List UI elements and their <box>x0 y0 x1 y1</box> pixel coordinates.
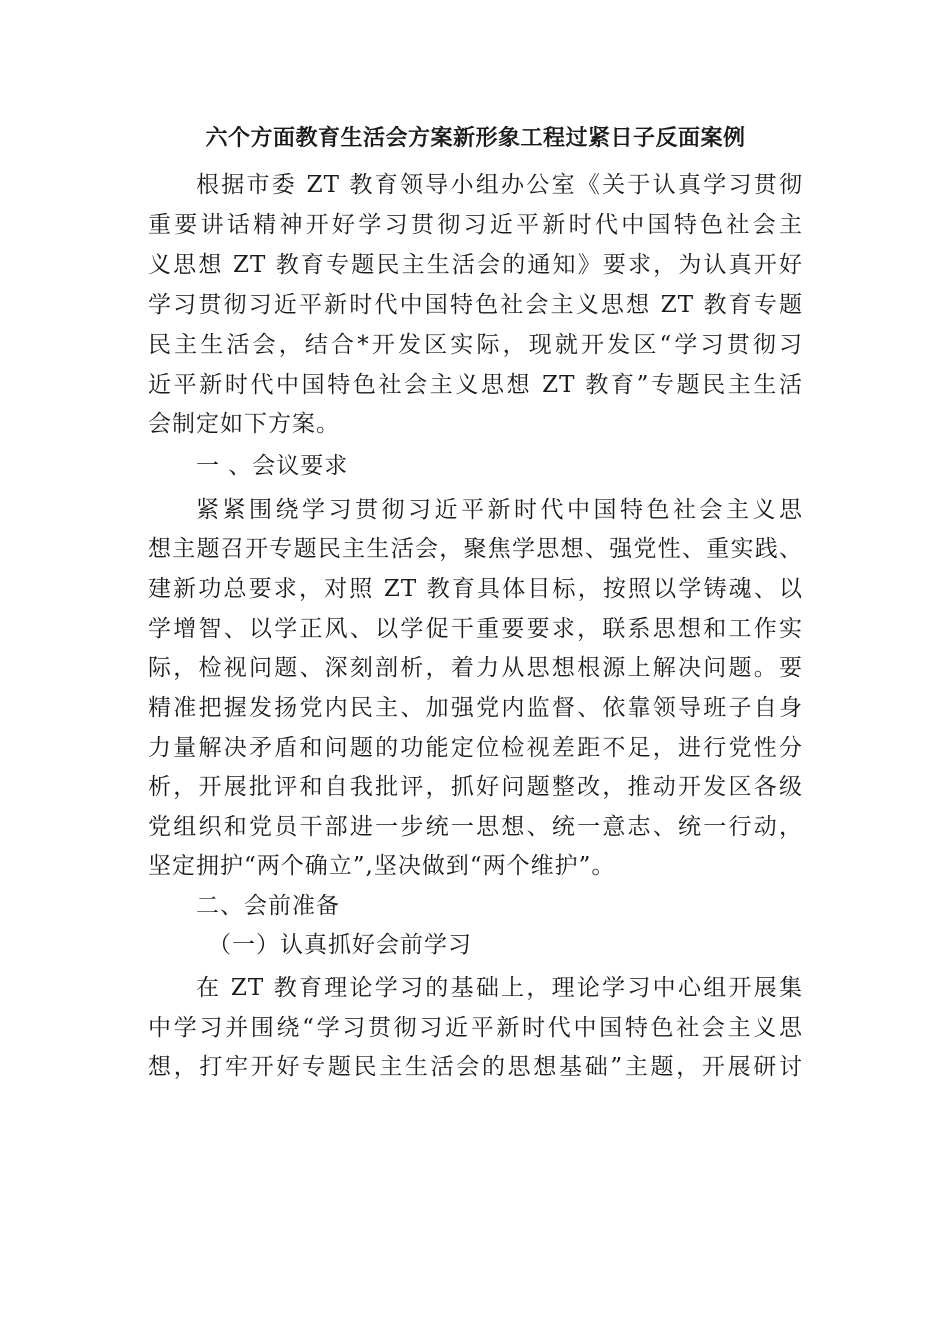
section-heading-pre-meeting-preparation: 二、会前准备 <box>196 893 340 919</box>
intro-line-6: 近平新时代中国特色社会主义思想 ZT 教育”专题民主生活 <box>148 372 803 398</box>
intro-line-4: 学习贯彻习近平新时代中国特色社会主义思想 ZT 教育专题 <box>148 292 803 318</box>
section1-line-10: 坚定拥护“两个确立”,坚决做到“两个维护”。 <box>148 853 616 879</box>
section1-line-4: 学增智、以学正风、以学促干重要要求，联系思想和工作实 <box>148 616 803 642</box>
section2-line-1: 在 ZT 教育理论学习的基础上，理论学习中心组开展集 <box>196 975 803 1001</box>
section2-line-2: 中学习并围绕“学习贯彻习近平新时代中国特色社会主义思 <box>148 1015 803 1041</box>
section1-line-9: 党组织和党员干部进一步统一思想、统一意志、统一行动， <box>148 814 803 840</box>
section1-line-5: 际，检视问题、深刻剖析，着力从思想根源上解决问题。要 <box>148 655 803 681</box>
intro-line-1: 根据市委 ZT 教育领导小组办公室《关于认真学习贯彻 <box>196 172 803 198</box>
section1-line-7: 力量解决矛盾和问题的功能定位检视差距不足，进行党性分 <box>148 735 803 761</box>
section1-line-3: 建新功总要求，对照 ZT 教育具体目标，按照以学铸魂、以 <box>148 576 803 602</box>
intro-line-7: 会制定如下方案。 <box>148 411 340 437</box>
section-heading-meeting-requirements: 一 、会议要求 <box>196 453 349 479</box>
section1-line-8: 析，开展批评和自我批评，抓好问题整改，推动开发区各级 <box>148 774 803 800</box>
intro-line-2: 重要讲话精神开好学习贯彻习近平新时代中国特色社会主 <box>148 212 803 238</box>
section1-line-2: 想主题召开专题民主生活会，聚焦学思想、强党性、重实践、 <box>148 536 803 562</box>
section1-line-1: 紧紧围绕学习贯彻习近平新时代中国特色社会主义思 <box>196 497 803 523</box>
section2-line-3: 想，打牢开好专题民主生活会的思想基础”主题，开展研讨 <box>148 1054 803 1080</box>
intro-line-3: 义思想 ZT 教育专题民主生活会的通知》要求，为认真开好 <box>148 252 803 278</box>
section1-line-6: 精准把握发扬党内民主、加强党内监督、依靠领导班子自身 <box>148 695 803 721</box>
intro-line-5: 民主生活会，结合*开发区实际，现就开发区“学习贯彻习 <box>148 332 803 358</box>
document-title: 六个方面教育生活会方案新形象工程过紧日子反面案例 <box>205 126 746 151</box>
subsection-heading-pre-meeting-study: （一）认真抓好会前学习 <box>208 932 472 958</box>
